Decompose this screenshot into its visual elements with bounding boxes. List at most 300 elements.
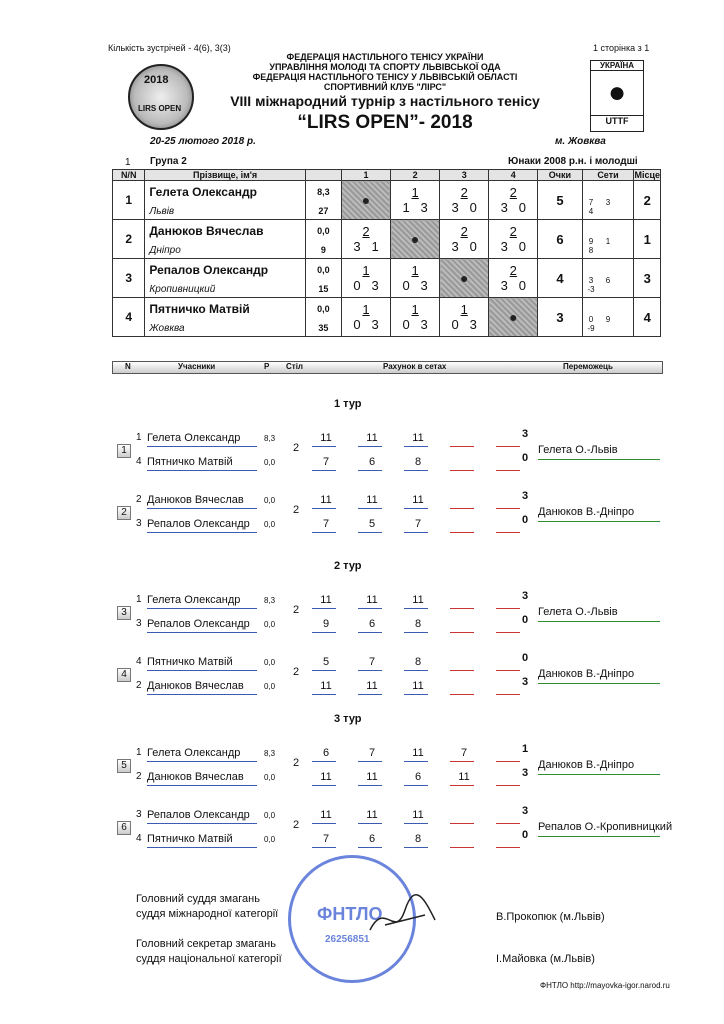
tournament-dates: 20-25 лютого 2018 р. — [150, 136, 256, 147]
player-rating: 0,0 — [305, 259, 341, 282]
score-underline — [496, 784, 520, 786]
score-underline — [404, 507, 428, 509]
score-underline — [450, 469, 474, 471]
player-points: 4 — [538, 259, 582, 298]
name-underline — [147, 822, 257, 824]
tournament-title: VIII міжнародний турнір з настільного тенісу — [230, 93, 540, 109]
match-player-rating: 0,0 — [264, 496, 276, 505]
player-number: 27 — [305, 203, 341, 220]
org-line: УПРАВЛІННЯ МОЛОДІ ТА СПОРТУ ЛЬВІВСЬКОЇ ОДА — [269, 62, 501, 72]
site-link[interactable]: ФНТЛО http://mayovka-igor.narod.ru — [540, 981, 670, 990]
mh-score: Рахунок в сетах — [383, 362, 447, 371]
result-cell — [489, 181, 538, 220]
name-underline — [147, 531, 257, 533]
uttf-logo — [590, 60, 644, 132]
signature — [365, 890, 445, 950]
match-player-name: Гелета Олександр — [147, 594, 241, 606]
match-player-rating: 8,3 — [264, 434, 276, 443]
score-underline — [358, 531, 382, 533]
match-winner: Данюков В.-Дніпро — [538, 506, 635, 518]
result-sets-lost: 0 — [469, 200, 477, 215]
group-number: 1 — [125, 157, 131, 168]
set-score: 7 — [322, 833, 330, 845]
player-row — [113, 298, 661, 321]
player-rating: 0,0 — [305, 298, 341, 321]
player-number: 15 — [305, 281, 341, 298]
name-underline — [147, 469, 257, 471]
player-sets: 0 9-9 — [582, 298, 634, 337]
score-underline — [496, 693, 520, 695]
result-cell — [440, 220, 489, 259]
score-underline — [312, 507, 336, 509]
score-underline — [358, 846, 382, 848]
uttf-country: УКРАЇНА — [591, 61, 643, 71]
score-underline — [312, 846, 336, 848]
result-points: 2 — [460, 185, 468, 200]
set-score: 6 — [368, 833, 376, 845]
score-underline — [496, 846, 520, 848]
score-underline — [358, 822, 382, 824]
set-score: 5 — [368, 518, 376, 530]
score-underline — [450, 531, 474, 533]
player-row — [113, 259, 661, 282]
match-player-rating: 0,0 — [264, 835, 276, 844]
col-4: 4 — [489, 170, 538, 181]
winner-underline — [538, 835, 660, 837]
match-sets: 3 — [522, 767, 529, 779]
score-underline — [358, 445, 382, 447]
score-underline — [312, 631, 336, 633]
score-underline — [450, 784, 474, 786]
page-indicator: 1 сторінка з 1 — [593, 43, 650, 53]
score-underline — [404, 607, 428, 609]
judge-label-1: Головний суддя змагань — [136, 893, 260, 905]
score-underline — [496, 760, 520, 762]
round-label: 2 тур — [334, 560, 362, 572]
score-underline — [496, 531, 520, 533]
player-city: Кропивницкий — [145, 281, 305, 298]
group-name: Група 2 — [150, 156, 187, 167]
set-score: 11 — [412, 432, 424, 444]
col-3: 3 — [440, 170, 489, 181]
player-city: Дніпро — [145, 242, 305, 259]
name-underline — [147, 507, 257, 509]
match-player-n: 3 — [136, 518, 142, 529]
result-points: 2 — [509, 263, 517, 278]
match-sets: 3 — [522, 428, 529, 440]
result-sets-won: 1 — [402, 200, 410, 215]
match-table: 2 — [293, 604, 300, 616]
match-number: 4 — [117, 668, 131, 682]
set-score: 6 — [368, 618, 376, 630]
match-table: 2 — [293, 442, 300, 454]
score-underline — [312, 760, 336, 762]
winner-underline — [538, 520, 660, 522]
match-winner: Репалов О.-Кропивницкий — [538, 821, 673, 833]
col-nn: N/N — [113, 170, 145, 181]
result-cell — [341, 298, 390, 337]
score-underline — [358, 631, 382, 633]
set-score: 11 — [366, 594, 378, 606]
player-place: 4 — [634, 298, 661, 337]
name-underline — [147, 693, 257, 695]
round-label: 3 тур — [334, 713, 362, 725]
result-points: 2 — [509, 224, 517, 239]
match-player-name: Репалов Олександр — [147, 618, 250, 630]
result-sets-won: 0 — [402, 278, 410, 293]
match-player-rating: 0,0 — [264, 658, 276, 667]
bat-icon: ● — [509, 309, 518, 325]
col-1: 1 — [341, 170, 390, 181]
set-score: 11 — [366, 432, 378, 444]
player-points: 3 — [538, 298, 582, 337]
matches-header — [112, 361, 663, 374]
tournament-subtitle: “LIRS OPEN”- 2018 — [297, 112, 473, 133]
match-player-name: Гелета Олександр — [147, 747, 241, 759]
score-underline — [496, 469, 520, 471]
name-underline — [147, 607, 257, 609]
mh-winner: Переможець — [563, 362, 613, 371]
player-rating: 0,0 — [305, 220, 341, 243]
result-points: 1 — [411, 302, 419, 317]
result-sets-won: 3 — [353, 239, 361, 254]
match-player-rating: 8,3 — [264, 749, 276, 758]
bat-icon: ● — [459, 270, 469, 286]
set-score: 11 — [320, 809, 332, 821]
player-row — [113, 181, 661, 204]
match-winner: Гелета О.-Львів — [538, 444, 618, 456]
match-number: 3 — [117, 606, 131, 620]
result-points: 2 — [460, 224, 468, 239]
match-player-rating: 0,0 — [264, 773, 276, 782]
set-score: 6 — [414, 771, 422, 783]
result-sets-lost: 0 — [518, 278, 526, 293]
result-sets-won: 3 — [500, 200, 508, 215]
score-underline — [496, 607, 520, 609]
score-underline — [404, 846, 428, 848]
group-category: Юнаки 2008 р.н. і молодші — [508, 156, 638, 167]
player-sets: 7 34 — [582, 181, 634, 220]
set-score: 7 — [322, 518, 330, 530]
name-underline — [147, 760, 257, 762]
winner-underline — [538, 773, 660, 775]
secretary-label-1: Головний секретар змагань — [136, 938, 276, 950]
stamp-text: ФНТЛО — [317, 904, 383, 924]
match-sets: 3 — [522, 490, 529, 502]
match-player-rating: 0,0 — [264, 811, 276, 820]
result-points: 1 — [362, 263, 370, 278]
score-underline — [312, 669, 336, 671]
set-score: 11 — [366, 809, 378, 821]
player-name: Гелета Олександр — [145, 181, 305, 204]
player-place: 3 — [634, 259, 661, 298]
logo-text: LIRS OPEN — [138, 104, 182, 113]
player-sets: 3 6-3 — [582, 259, 634, 298]
result-points: 1 — [460, 302, 468, 317]
match-sets: 3 — [522, 590, 529, 602]
set-score: 9 — [322, 618, 330, 630]
set-score: 6 — [368, 456, 376, 468]
match-number: 6 — [117, 821, 131, 835]
match-sets: 1 — [522, 743, 529, 755]
group-table — [112, 169, 661, 337]
winner-underline — [538, 620, 660, 622]
self-cell — [341, 181, 390, 220]
name-underline — [147, 784, 257, 786]
logo-year: 2018 — [144, 74, 169, 86]
match-player-name: Репалов Олександр — [147, 518, 250, 530]
player-rating: 8,3 — [305, 181, 341, 204]
match-player-name: Данюков Вячеслав — [147, 771, 244, 783]
bat-icon: ● — [410, 231, 420, 247]
winner-underline — [538, 458, 660, 460]
player-n: 4 — [113, 298, 145, 337]
set-score: 11 — [320, 594, 332, 606]
secretary-name: І.Майовка (м.Львів) — [496, 953, 595, 965]
score-underline — [404, 784, 428, 786]
player-n: 2 — [113, 220, 145, 259]
score-underline — [404, 445, 428, 447]
uttf-label: UTTF — [591, 115, 643, 126]
set-score: 8 — [414, 618, 422, 630]
score-underline — [496, 669, 520, 671]
set-score: 11 — [458, 771, 470, 783]
result-sets-lost: 1 — [371, 239, 379, 254]
match-player-rating: 8,3 — [264, 596, 276, 605]
set-score: 8 — [414, 456, 422, 468]
score-underline — [404, 531, 428, 533]
match-sets: 0 — [522, 652, 529, 664]
mh-players: Учасники — [178, 362, 216, 371]
match-player-name: Данюков Вячеслав — [147, 680, 244, 692]
score-underline — [312, 445, 336, 447]
set-score: 7 — [460, 747, 468, 759]
result-sets-won: 0 — [451, 317, 459, 332]
set-score: 11 — [366, 494, 378, 506]
set-score: 8 — [414, 656, 422, 668]
match-table: 2 — [293, 819, 300, 831]
bat-icon: ● — [361, 192, 371, 208]
result-cell — [489, 220, 538, 259]
set-score: 11 — [412, 747, 424, 759]
result-sets-won: 0 — [353, 317, 361, 332]
score-underline — [450, 507, 474, 509]
player-number: 35 — [305, 320, 341, 337]
col-sets: Сети — [582, 170, 634, 181]
result-sets-lost: 3 — [420, 200, 428, 215]
result-sets-won: 0 — [402, 317, 410, 332]
match-player-n: 1 — [136, 432, 142, 443]
score-underline — [404, 693, 428, 695]
score-underline — [312, 531, 336, 533]
set-score: 11 — [320, 771, 332, 783]
score-underline — [358, 507, 382, 509]
mh-table: Стіл — [286, 362, 303, 371]
set-score: 11 — [412, 809, 424, 821]
result-points: 2 — [362, 224, 370, 239]
player-points: 5 — [538, 181, 582, 220]
organizers — [220, 52, 550, 92]
match-player-n: 1 — [136, 594, 142, 605]
match-player-n: 2 — [136, 494, 142, 505]
score-underline — [450, 669, 474, 671]
match-table: 2 — [293, 504, 300, 516]
name-underline — [147, 631, 257, 633]
score-underline — [312, 784, 336, 786]
result-points: 1 — [411, 185, 419, 200]
self-cell — [440, 259, 489, 298]
stamp-code: 26256851 — [325, 934, 370, 945]
org-line: ФЕДЕРАЦІЯ НАСТІЛЬНОГО ТЕНІСУ У ЛЬВІВСЬКІЙ ОБЛАСТІ — [252, 72, 518, 82]
match-number: 1 — [117, 444, 131, 458]
player-n: 3 — [113, 259, 145, 298]
score-underline — [358, 693, 382, 695]
result-cell — [391, 259, 440, 298]
match-sets: 0 — [522, 452, 529, 464]
col-name: Прізвище, ім'я — [145, 170, 305, 181]
col-2: 2 — [391, 170, 440, 181]
match-player-rating: 0,0 — [264, 458, 276, 467]
match-player-name: Данюков Вячеслав — [147, 494, 244, 506]
score-underline — [358, 760, 382, 762]
result-sets-lost: 3 — [420, 317, 428, 332]
score-underline — [450, 445, 474, 447]
player-silhouette-icon: ● — [607, 76, 627, 109]
score-underline — [496, 822, 520, 824]
match-player-n: 2 — [136, 680, 142, 691]
player-name: Пятничко Матвій — [145, 298, 305, 321]
score-underline — [450, 846, 474, 848]
secretary-label-2: суддя національної категорії — [136, 953, 282, 965]
match-player-n: 4 — [136, 656, 142, 667]
winner-underline — [538, 682, 660, 684]
result-sets-lost: 0 — [469, 239, 477, 254]
set-score: 11 — [320, 680, 332, 692]
set-score: 11 — [320, 494, 332, 506]
set-score: 7 — [368, 656, 376, 668]
set-score: 7 — [322, 456, 330, 468]
match-number: 2 — [117, 506, 131, 520]
score-underline — [496, 631, 520, 633]
col-points: Очки — [538, 170, 582, 181]
match-winner: Данюков В.-Дніпро — [538, 759, 635, 771]
set-score: 7 — [368, 747, 376, 759]
player-name: Репалов Олександр — [145, 259, 305, 282]
player-place: 1 — [634, 220, 661, 259]
match-number: 5 — [117, 759, 131, 773]
match-player-name: Пятничко Матвій — [147, 833, 233, 845]
score-underline — [312, 469, 336, 471]
set-score: 8 — [414, 833, 422, 845]
match-winner: Гелета О.-Львів — [538, 606, 618, 618]
score-underline — [450, 631, 474, 633]
score-underline — [404, 631, 428, 633]
self-cell — [391, 220, 440, 259]
score-underline — [450, 760, 474, 762]
round-label: 1 тур — [334, 398, 362, 410]
match-sets: 0 — [522, 514, 529, 526]
result-sets-won: 3 — [451, 239, 459, 254]
result-cell — [391, 298, 440, 337]
match-player-rating: 0,0 — [264, 620, 276, 629]
player-place: 2 — [634, 181, 661, 220]
score-underline — [312, 693, 336, 695]
result-cell — [391, 181, 440, 220]
match-table: 2 — [293, 666, 300, 678]
match-player-name: Пятничко Матвій — [147, 656, 233, 668]
result-cell — [341, 220, 390, 259]
judge-name: В.Прокопюк (м.Львів) — [496, 911, 605, 923]
result-sets-lost: 3 — [371, 317, 379, 332]
match-player-n: 4 — [136, 456, 142, 467]
match-table: 2 — [293, 757, 300, 769]
match-player-name: Пятничко Матвій — [147, 456, 233, 468]
player-name: Данюков Вячеслав — [145, 220, 305, 243]
score-underline — [358, 784, 382, 786]
set-score: 11 — [320, 432, 332, 444]
player-city: Жовква — [145, 320, 305, 337]
score-underline — [358, 469, 382, 471]
result-sets-won: 3 — [500, 278, 508, 293]
match-sets: 0 — [522, 614, 529, 626]
result-sets-won: 3 — [500, 239, 508, 254]
result-cell — [440, 298, 489, 337]
score-underline — [404, 469, 428, 471]
score-underline — [358, 607, 382, 609]
match-player-rating: 0,0 — [264, 520, 276, 529]
result-points: 1 — [411, 263, 419, 278]
match-player-n: 1 — [136, 747, 142, 758]
col-place: Місце — [634, 170, 660, 180]
score-underline — [404, 760, 428, 762]
result-sets-won: 0 — [353, 278, 361, 293]
player-number: 9 — [305, 242, 341, 259]
set-score: 11 — [412, 594, 424, 606]
set-score: 5 — [322, 656, 330, 668]
mh-n: N — [125, 362, 131, 371]
score-underline — [312, 822, 336, 824]
score-underline — [450, 822, 474, 824]
score-underline — [496, 445, 520, 447]
meetings-count: Кількість зустрічей - 4(6), 3(3) — [108, 43, 231, 53]
player-n: 1 — [113, 181, 145, 220]
match-player-n: 3 — [136, 618, 142, 629]
player-sets: 9 18 — [582, 220, 634, 259]
match-sets: 3 — [522, 676, 529, 688]
match-player-rating: 0,0 — [264, 682, 276, 691]
match-player-name: Гелета Олександр — [147, 432, 241, 444]
match-winner: Данюков В.-Дніпро — [538, 668, 635, 680]
result-sets-lost: 0 — [518, 239, 526, 254]
score-underline — [496, 507, 520, 509]
score-underline — [404, 669, 428, 671]
match-player-n: 2 — [136, 771, 142, 782]
org-line: ФЕДЕРАЦІЯ НАСТІЛЬНОГО ТЕНІСУ УКРАЇНИ — [286, 52, 484, 62]
score-underline — [450, 693, 474, 695]
player-points: 6 — [538, 220, 582, 259]
name-underline — [147, 445, 257, 447]
mh-r: Р — [264, 362, 270, 371]
score-underline — [450, 607, 474, 609]
result-points: 2 — [509, 185, 517, 200]
col-rating — [305, 170, 341, 181]
match-sets: 0 — [522, 829, 529, 841]
set-score: 11 — [366, 680, 378, 692]
set-score: 7 — [414, 518, 422, 530]
result-cell — [440, 181, 489, 220]
judge-label-2: суддя міжнародної категорії — [136, 908, 279, 920]
set-score: 11 — [412, 494, 424, 506]
